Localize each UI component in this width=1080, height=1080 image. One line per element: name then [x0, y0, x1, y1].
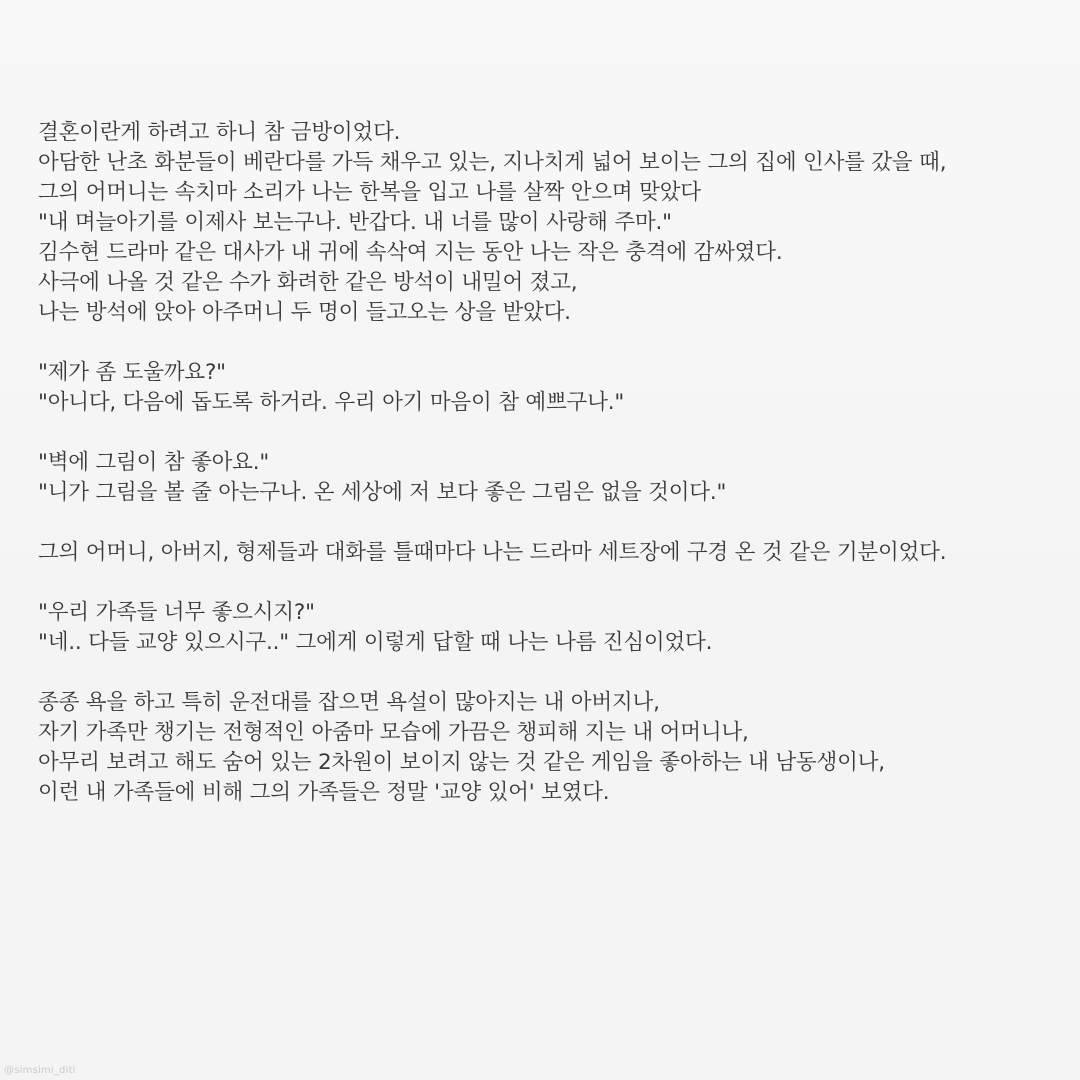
text-line: 결혼이란게 하려고 하니 참 금방이었다. — [38, 120, 401, 145]
text-line: 아무리 보려고 해도 숨어 있는 2차원이 보이지 않는 것 같은 게임을 좋아하는 내 남동생이나, — [38, 750, 885, 775]
story-text — [38, 118, 1058, 808]
text-line: "아니다, 다음에 돕도록 하거라. 우리 아기 마음이 참 예쁘구나." — [38, 390, 625, 415]
paragraph-gap — [38, 568, 1058, 598]
text-line: 아담한 난초 화분들이 베란다를 가득 채우고 있는, 지나치게 넓어 보이는 그의 집에 인사를 갔을 때, — [38, 150, 947, 175]
text-line: 그의 어머니는 속치마 소리가 나는 한복을 입고 나를 살짝 안으며 맞았다 — [38, 180, 701, 205]
paragraph-gap — [38, 328, 1058, 358]
text-line: 김수현 드라마 같은 대사가 내 귀에 속삭여 지는 동안 나는 작은 충격에 감싸였다. — [38, 240, 783, 265]
paragraph-6 — [38, 688, 1058, 808]
paragraph-5 — [38, 598, 1058, 658]
text-line: 사극에 나올 것 같은 수가 화려한 같은 방석이 내밀어 졌고, — [38, 270, 578, 295]
paragraph-1 — [38, 118, 1058, 328]
text-line: "제가 좀 도울까요?" — [38, 360, 226, 385]
text-line: 나는 방석에 앉아 아주머니 두 명이 들고오는 상을 받았다. — [38, 300, 571, 325]
paragraph-gap — [38, 508, 1058, 538]
text-line: 자기 가족만 챙기는 전형적인 아줌마 모습에 가끔은 챙피해 지는 내 어머니나, — [38, 720, 749, 745]
watermark: @simsimi_diti — [4, 1065, 76, 1076]
paragraph-gap — [38, 418, 1058, 448]
paragraph-2 — [38, 358, 1058, 418]
paragraph-3 — [38, 448, 1058, 508]
text-line: "내 며늘아기를 이제사 보는구나. 반갑다. 내 너를 많이 사랑해 주마." — [38, 210, 672, 235]
text-line: "우리 가족들 너무 좋으시지?" — [38, 600, 315, 625]
text-line: 종종 욕을 하고 특히 운전대를 잡으면 욕설이 많아지는 내 아버지나, — [38, 690, 660, 715]
text-line: 그의 어머니, 아버지, 형제들과 대화를 틀때마다 나는 드라마 세트장에 구경 온 것 같은 기분이었다. — [38, 540, 947, 565]
text-line: 이런 내 가족들에 비해 그의 가족들은 정말 '교양 있어' 보였다. — [38, 780, 610, 805]
text-line: "벽에 그림이 참 좋아요." — [38, 450, 270, 475]
text-line: "니가 그림을 볼 줄 아는구나. 온 세상에 저 보다 좋은 그림은 없을 것이다." — [38, 480, 727, 505]
paragraph-4 — [38, 538, 1058, 568]
text-line: "네.. 다들 교양 있으시구.." 그에게 이렇게 답할 때 나는 나름 진심이었다. — [38, 630, 713, 655]
paragraph-gap — [38, 658, 1058, 688]
